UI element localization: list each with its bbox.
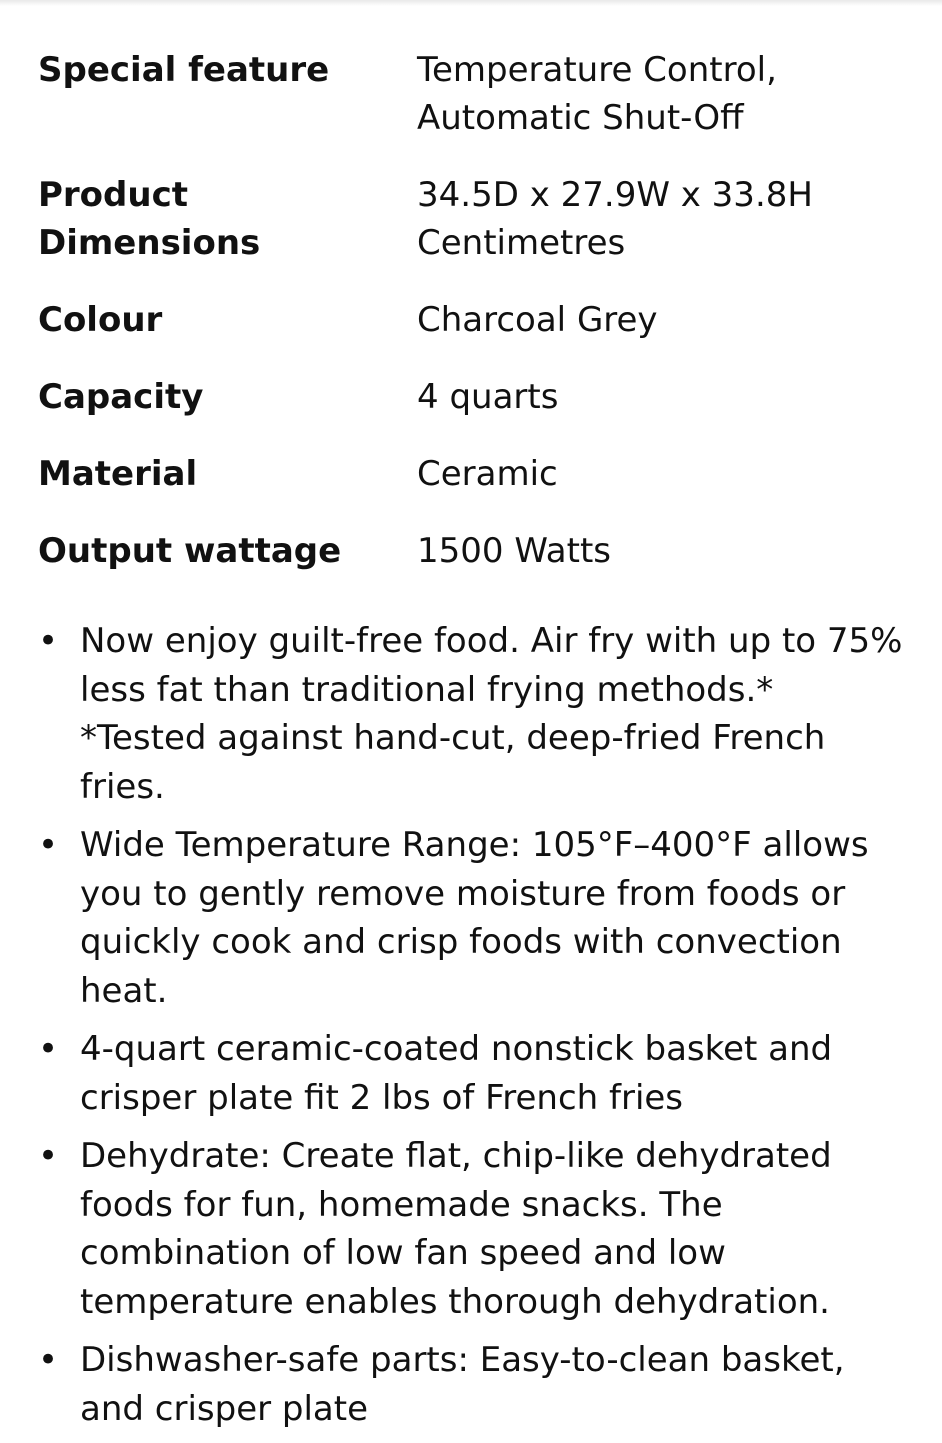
spec-value: Charcoal Grey — [417, 300, 658, 340]
bullet-text: Dishwasher-safe parts: Easy-to-clean basket, and crisper plate — [80, 1340, 845, 1429]
list-item — [38, 617, 918, 811]
spec-row-capacity — [38, 373, 918, 421]
spec-label: Output wattage — [38, 531, 342, 571]
product-specs-table — [38, 46, 918, 604]
spec-label: Product Dimensions — [38, 175, 261, 263]
bullet-icon: • — [38, 825, 59, 865]
bullet-icon: • — [38, 1029, 59, 1069]
bullet-text: 4-quart ceramic-coated nonstick basket and crisper plate fit 2 lbs of French fries — [80, 1029, 833, 1118]
bullet-text: Wide Temperature Range: 105°F–400°F allows you to gently remove moisture from foods or quickly cook and crisp foods with convection heat. — [80, 825, 869, 1011]
bullet-icon: • — [38, 1136, 59, 1176]
spec-row-colour — [38, 296, 918, 344]
spec-value: Temperature Control, Automatic Shut-Off — [417, 50, 777, 138]
feature-bullet-list — [38, 617, 918, 1443]
top-divider — [0, 0, 942, 6]
spec-row-material — [38, 450, 918, 498]
spec-label: Special feature — [38, 50, 330, 90]
bullet-icon: • — [38, 621, 59, 661]
bullet-text: Dehydrate: Create flat, chip-like dehydrated foods for fun, homemade snacks. The combination of low fan speed and low temperature enables thorough dehydration. — [80, 1136, 832, 1322]
spec-value: 34.5D x 27.9W x 33.8H Centimetres — [417, 175, 813, 263]
list-item — [38, 821, 918, 1015]
spec-label: Material — [38, 454, 198, 494]
list-item — [38, 1132, 918, 1326]
spec-value: Ceramic — [417, 454, 558, 494]
spec-row-product-dimensions — [38, 171, 918, 267]
list-item — [38, 1025, 918, 1122]
bullet-icon: • — [38, 1340, 59, 1380]
spec-row-output-wattage — [38, 527, 918, 575]
spec-label: Colour — [38, 300, 163, 340]
spec-row-special-feature — [38, 46, 918, 142]
list-item — [38, 1336, 918, 1433]
bullet-text: Now enjoy guilt-free food. Air fry with up to 75% less fat than traditional frying methods.* *Tested against hand-cut, deep-fried French fries. — [80, 621, 903, 807]
spec-value: 4 quarts — [417, 377, 559, 417]
spec-label: Capacity — [38, 377, 204, 417]
spec-value: 1500 Watts — [417, 531, 611, 571]
